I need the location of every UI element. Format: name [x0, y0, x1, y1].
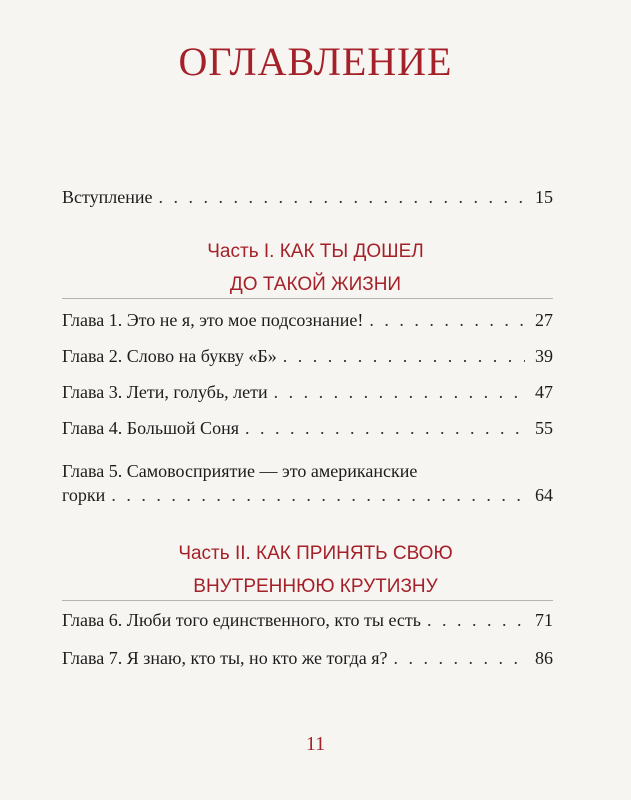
toc-entry-label-cont: горки — [62, 485, 106, 505]
dot-leader — [369, 309, 525, 331]
toc-entry-label: Глава 7. Я знаю, кто ты, но кто же тогда я? — [62, 648, 388, 668]
toc-entry-page: 86 — [535, 648, 553, 668]
part-heading-2 — [0, 537, 631, 603]
toc-entry-label: Вступление — [62, 187, 153, 207]
toc-entry-page: 39 — [535, 346, 553, 366]
dot-leader — [394, 647, 525, 669]
part-heading-line: ДО ТАКОЙ ЖИЗНИ — [229, 274, 402, 295]
page-number: 11 — [305, 733, 326, 755]
dot-leader — [111, 484, 525, 506]
toc-entry-chapter-5-cont[interactable] — [62, 484, 553, 506]
toc-entry-label: Глава 1. Это не я, это мое подсознание! — [62, 310, 364, 330]
toc-entry-label: Глава 6. Люби того единственного, кто ты есть — [62, 610, 421, 630]
toc-entry-page: 27 — [535, 310, 553, 330]
toc-entry-chapter-2[interactable] — [62, 345, 553, 367]
page-title: ОГЛАВЛЕНИЕ — [178, 39, 453, 84]
toc-entry-chapter-1[interactable] — [62, 309, 553, 331]
toc-entry-chapter-3[interactable] — [62, 381, 553, 403]
dot-leader — [158, 186, 525, 208]
toc-entry-intro[interactable] — [62, 186, 553, 208]
part-heading-line: Часть II. КАК ПРИНЯТЬ СВОЮ — [178, 543, 453, 564]
toc-entry-chapter-7[interactable] — [62, 647, 553, 669]
toc-entry-label: Глава 2. Слово на букву «Б» — [62, 346, 277, 366]
toc-entry-page: 15 — [535, 187, 553, 207]
divider — [62, 600, 553, 601]
toc-entry-page: 64 — [535, 485, 553, 505]
dot-leader — [274, 381, 525, 403]
toc-entry-page: 47 — [535, 382, 553, 402]
dot-leader — [245, 417, 525, 439]
divider — [62, 298, 553, 299]
toc-entry-chapter-6[interactable] — [62, 609, 553, 631]
toc-entry-page: 71 — [535, 610, 553, 630]
toc-entry-label: Глава 5. Самовосприятие — это американские — [62, 461, 418, 481]
toc-entry-label: Глава 3. Лети, голубь, лети — [62, 382, 268, 402]
toc-entry-page: 55 — [535, 418, 553, 438]
part-heading-line: Часть I. КАК ТЫ ДОШЕЛ — [207, 241, 424, 262]
dot-leader — [283, 345, 525, 367]
part-heading-line: ВНУТРЕННЮЮ КРУТИЗНУ — [193, 576, 438, 597]
toc-entry-chapter-5[interactable] — [62, 460, 553, 482]
toc-entry-chapter-4[interactable] — [62, 417, 553, 439]
part-heading-1 — [0, 235, 631, 301]
dot-leader — [427, 609, 525, 631]
toc-entry-label: Глава 4. Большой Соня — [62, 418, 239, 438]
